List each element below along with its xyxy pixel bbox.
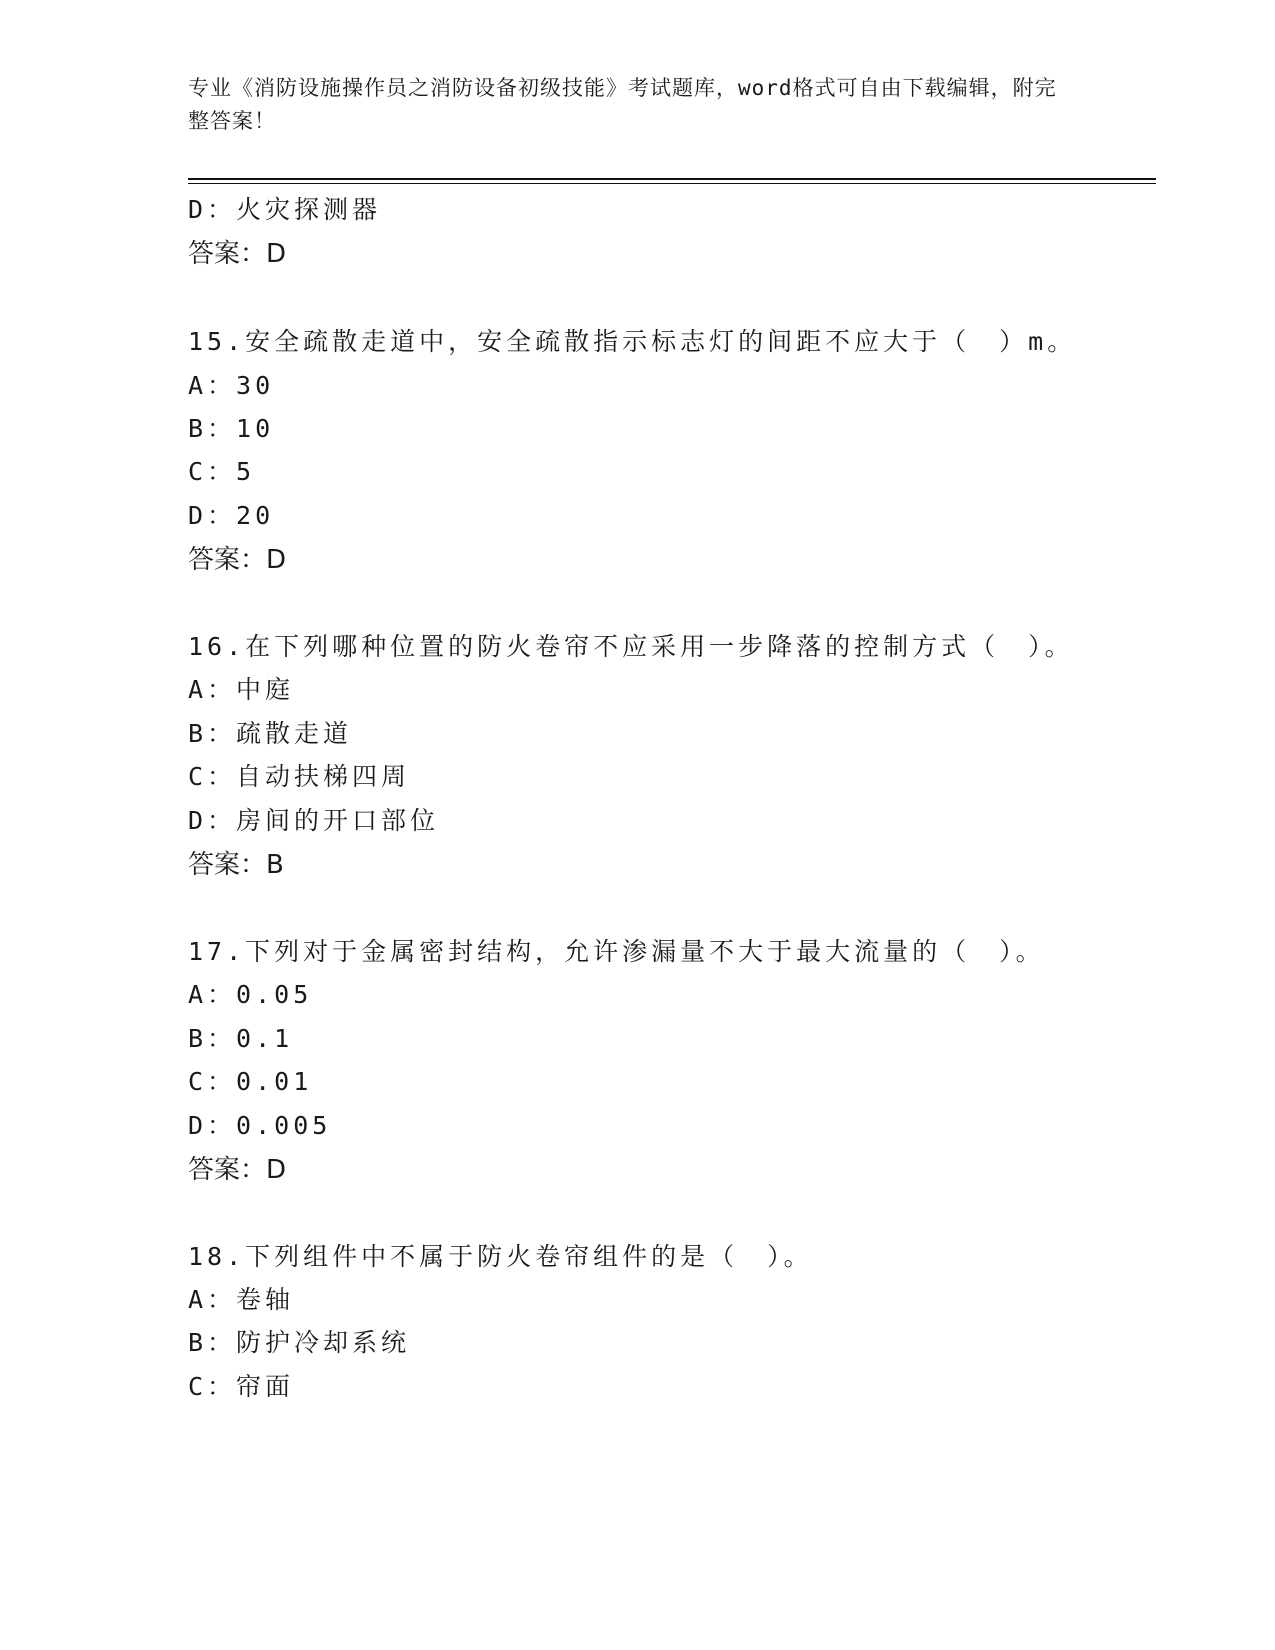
q16-option-a: A：中庭 <box>188 675 295 704</box>
q16-answer: 答案：B <box>188 850 284 880</box>
header-rule-thick <box>188 178 1156 180</box>
q17-option-c: C：0.01 <box>188 1067 313 1096</box>
q18-option-a: A：卷轴 <box>188 1285 295 1314</box>
q18-option-c: C：帘面 <box>188 1372 295 1401</box>
q16-option-b: B：疏散走道 <box>188 719 353 748</box>
q15-answer: 答案：D <box>188 545 287 575</box>
q14-option-d: D：火灾探测器 <box>188 195 382 224</box>
q16-option-d: D：房间的开口部位 <box>188 806 440 835</box>
q17-answer: 答案：D <box>188 1155 287 1185</box>
q18-stem: 18.下列组件中不属于防火卷帘组件的是（ ）。 <box>188 1242 813 1271</box>
q15-stem: 15.安全疏散走道中，安全疏散指示标志灯的间距不应大于（ ）m。 <box>188 327 1077 356</box>
header-rule-thin <box>188 183 1156 184</box>
q17-option-a: A：0.05 <box>188 980 313 1009</box>
q18-option-b: B：防护冷却系统 <box>188 1328 411 1357</box>
q15-option-c: C：5 <box>188 457 256 486</box>
q17-option-b: B：0.1 <box>188 1024 294 1053</box>
q17-stem: 17.下列对于金属密封结构，允许渗漏量不大于最大流量的（ ）。 <box>188 937 1045 966</box>
q16-option-c: C：自动扶梯四周 <box>188 762 411 791</box>
q15-option-d: D：20 <box>188 501 275 530</box>
q14-answer: 答案：D <box>188 239 287 269</box>
q16-stem: 16.在下列哪种位置的防火卷帘不应采用一步降落的控制方式（ ）。 <box>188 632 1074 661</box>
document-header: 专业《消防设施操作员之消防设备初级技能》考试题库，word格式可自由下载编辑，附完整答案！ <box>188 76 1057 133</box>
q15-option-b: B：10 <box>188 414 275 443</box>
q17-option-d: D：0.005 <box>188 1111 332 1140</box>
q15-option-a: A：30 <box>188 371 275 400</box>
